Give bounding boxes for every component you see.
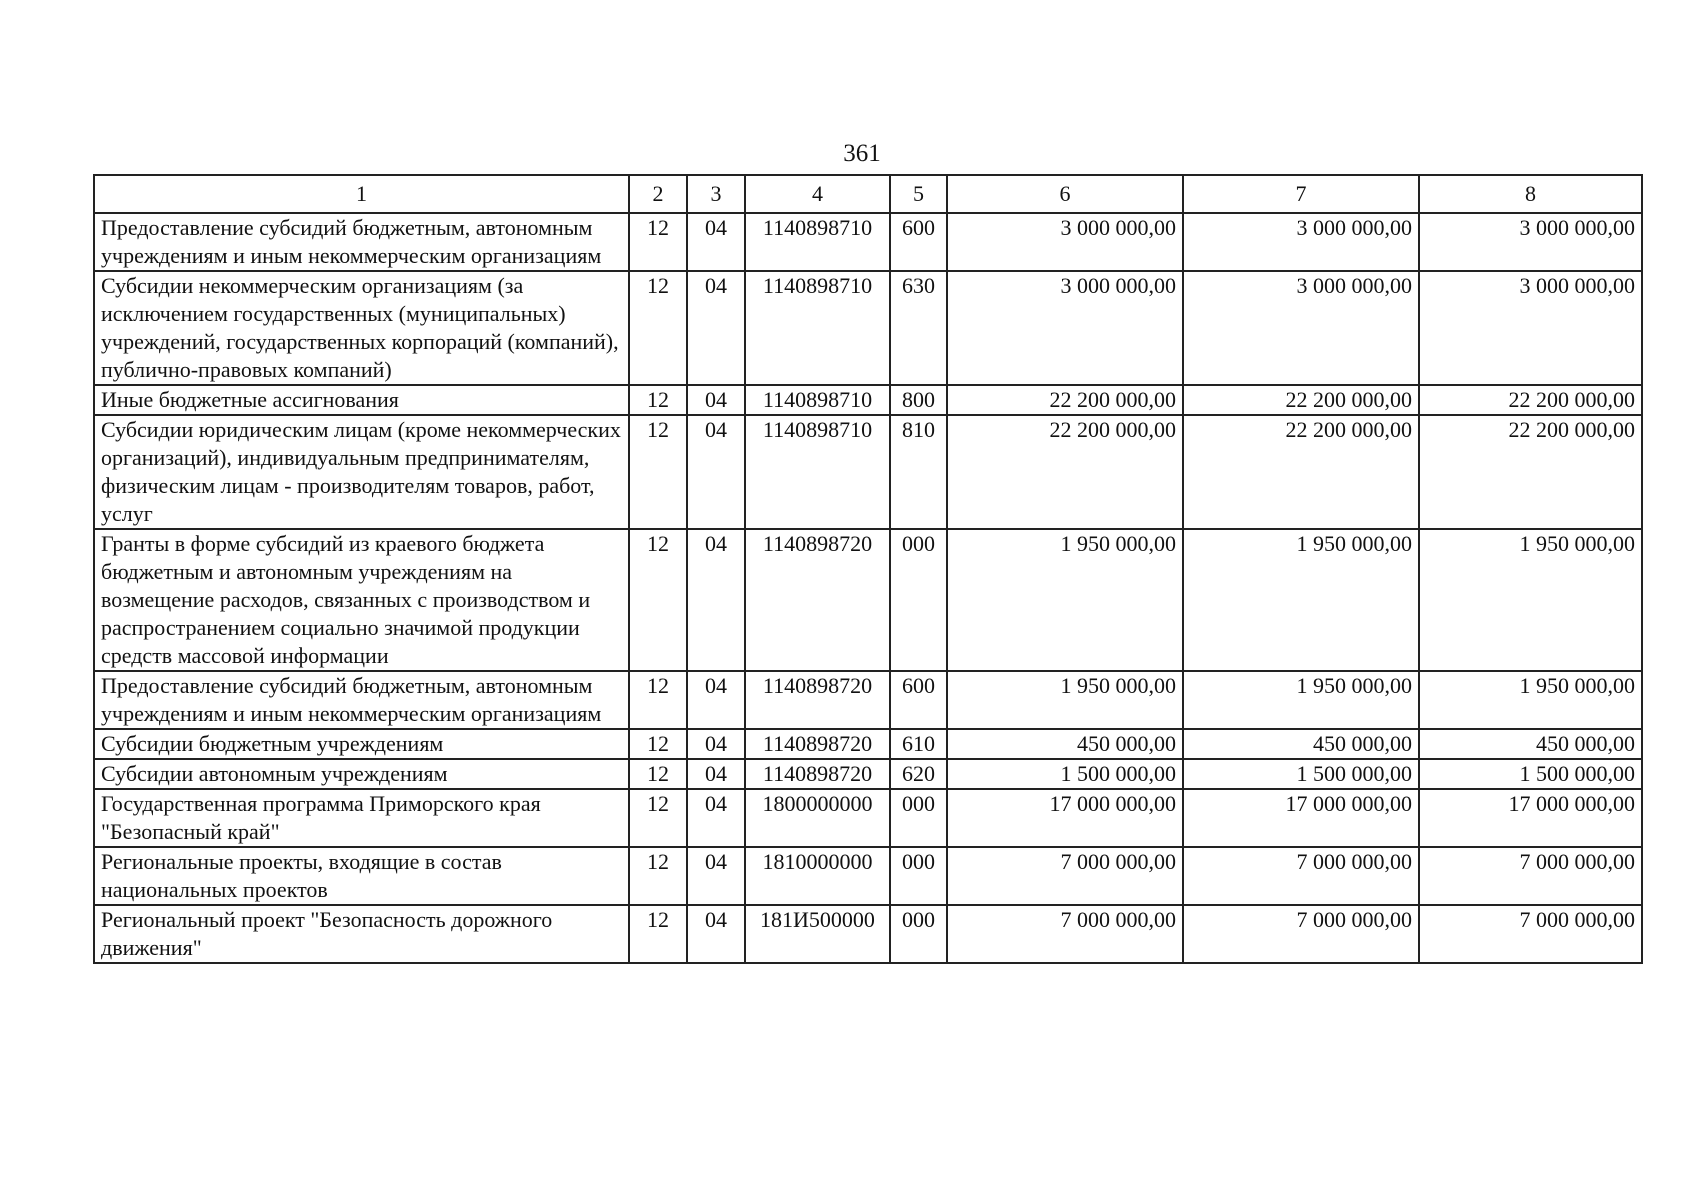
amount-col7: 450 000,00 (1183, 729, 1419, 759)
section-code: 12 (629, 729, 687, 759)
column-header: 5 (890, 175, 947, 213)
target-article-code: 181И500000 (745, 905, 890, 963)
header-row (94, 175, 1642, 213)
expense-type-code: 800 (890, 385, 947, 415)
target-article-code: 1800000000 (745, 789, 890, 847)
target-article-code: 1140898720 (745, 729, 890, 759)
budget-table (93, 174, 1643, 964)
expense-type-code: 000 (890, 905, 947, 963)
amount-col7: 1 950 000,00 (1183, 529, 1419, 671)
subsection-code: 04 (687, 729, 745, 759)
target-article-code: 1140898710 (745, 271, 890, 385)
section-code: 12 (629, 529, 687, 671)
table-row (94, 671, 1642, 729)
amount-col6: 3 000 000,00 (947, 213, 1183, 271)
table-row (94, 729, 1642, 759)
table-row (94, 789, 1642, 847)
amount-col7: 3 000 000,00 (1183, 271, 1419, 385)
amount-col8: 3 000 000,00 (1419, 213, 1642, 271)
subsection-code: 04 (687, 213, 745, 271)
row-name: Региональный проект "Безопасность дорожного движения" (94, 905, 629, 963)
table-row (94, 759, 1642, 789)
subsection-code: 04 (687, 671, 745, 729)
target-article-code: 1140898710 (745, 213, 890, 271)
section-code: 12 (629, 847, 687, 905)
amount-col7: 7 000 000,00 (1183, 905, 1419, 963)
row-name: Субсидии бюджетным учреждениям (94, 729, 629, 759)
section-code: 12 (629, 415, 687, 529)
amount-col7: 22 200 000,00 (1183, 415, 1419, 529)
row-name: Гранты в форме субсидий из краевого бюджета бюджетным и автономным учреждениям на возмещение расходов, связанных с производством и распространением социально значимой продукции средств массовой информации (94, 529, 629, 671)
amount-col7: 3 000 000,00 (1183, 213, 1419, 271)
amount-col8: 1 500 000,00 (1419, 759, 1642, 789)
amount-col7: 1 950 000,00 (1183, 671, 1419, 729)
row-name: Иные бюджетные ассигнования (94, 385, 629, 415)
column-header: 8 (1419, 175, 1642, 213)
column-header: 2 (629, 175, 687, 213)
table-row (94, 847, 1642, 905)
amount-col6: 3 000 000,00 (947, 271, 1183, 385)
expense-type-code: 630 (890, 271, 947, 385)
table-row (94, 271, 1642, 385)
amount-col8: 3 000 000,00 (1419, 271, 1642, 385)
subsection-code: 04 (687, 905, 745, 963)
amount-col6: 7 000 000,00 (947, 905, 1183, 963)
amount-col8: 22 200 000,00 (1419, 385, 1642, 415)
amount-col6: 17 000 000,00 (947, 789, 1183, 847)
amount-col7: 7 000 000,00 (1183, 847, 1419, 905)
column-header: 3 (687, 175, 745, 213)
page-number: 361 (843, 140, 881, 167)
amount-col6: 450 000,00 (947, 729, 1183, 759)
amount-col7: 1 500 000,00 (1183, 759, 1419, 789)
section-code: 12 (629, 789, 687, 847)
amount-col6: 22 200 000,00 (947, 385, 1183, 415)
subsection-code: 04 (687, 385, 745, 415)
target-article-code: 1140898710 (745, 385, 890, 415)
row-name: Региональные проекты, входящие в состав национальных проектов (94, 847, 629, 905)
expense-type-code: 610 (890, 729, 947, 759)
table-row (94, 415, 1642, 529)
section-code: 12 (629, 385, 687, 415)
subsection-code: 04 (687, 789, 745, 847)
table-row (94, 213, 1642, 271)
expense-type-code: 620 (890, 759, 947, 789)
amount-col6: 7 000 000,00 (947, 847, 1183, 905)
row-name: Субсидии некоммерческим организациям (за исключением государственных (муниципальных) учреждений, государственных корпораций (компаний), публично-правовых компаний) (94, 271, 629, 385)
row-name: Государственная программа Приморского края "Безопасный край" (94, 789, 629, 847)
amount-col7: 22 200 000,00 (1183, 385, 1419, 415)
table-row (94, 385, 1642, 415)
column-header: 4 (745, 175, 890, 213)
subsection-code: 04 (687, 529, 745, 671)
row-name: Предоставление субсидий бюджетным, автономным учреждениям и иным некоммерческим организациям (94, 671, 629, 729)
subsection-code: 04 (687, 271, 745, 385)
table-row (94, 529, 1642, 671)
subsection-code: 04 (687, 847, 745, 905)
column-header: 7 (1183, 175, 1419, 213)
amount-col6: 1 950 000,00 (947, 529, 1183, 671)
target-article-code: 1140898720 (745, 671, 890, 729)
row-name: Субсидии юридическим лицам (кроме некоммерческих организаций), индивидуальным предпринимателям, физическим лицам - производителям товаров, работ, услуг (94, 415, 629, 529)
amount-col6: 1 500 000,00 (947, 759, 1183, 789)
column-header: 6 (947, 175, 1183, 213)
section-code: 12 (629, 759, 687, 789)
amount-col7: 17 000 000,00 (1183, 789, 1419, 847)
expense-type-code: 600 (890, 671, 947, 729)
target-article-code: 1810000000 (745, 847, 890, 905)
amount-col8: 17 000 000,00 (1419, 789, 1642, 847)
expense-type-code: 000 (890, 847, 947, 905)
expense-type-code: 810 (890, 415, 947, 529)
amount-col8: 7 000 000,00 (1419, 905, 1642, 963)
target-article-code: 1140898720 (745, 529, 890, 671)
row-name: Предоставление субсидий бюджетным, автономным учреждениям и иным некоммерческим организациям (94, 213, 629, 271)
section-code: 12 (629, 905, 687, 963)
expense-type-code: 000 (890, 529, 947, 671)
subsection-code: 04 (687, 415, 745, 529)
section-code: 12 (629, 213, 687, 271)
amount-col6: 22 200 000,00 (947, 415, 1183, 529)
table-row (94, 905, 1642, 963)
expense-type-code: 000 (890, 789, 947, 847)
amount-col8: 450 000,00 (1419, 729, 1642, 759)
amount-col8: 1 950 000,00 (1419, 529, 1642, 671)
target-article-code: 1140898720 (745, 759, 890, 789)
amount-col8: 1 950 000,00 (1419, 671, 1642, 729)
column-header: 1 (94, 175, 629, 213)
expense-type-code: 600 (890, 213, 947, 271)
section-code: 12 (629, 671, 687, 729)
amount-col8: 22 200 000,00 (1419, 415, 1642, 529)
row-name: Субсидии автономным учреждениям (94, 759, 629, 789)
amount-col8: 7 000 000,00 (1419, 847, 1642, 905)
amount-col6: 1 950 000,00 (947, 671, 1183, 729)
subsection-code: 04 (687, 759, 745, 789)
target-article-code: 1140898710 (745, 415, 890, 529)
section-code: 12 (629, 271, 687, 385)
